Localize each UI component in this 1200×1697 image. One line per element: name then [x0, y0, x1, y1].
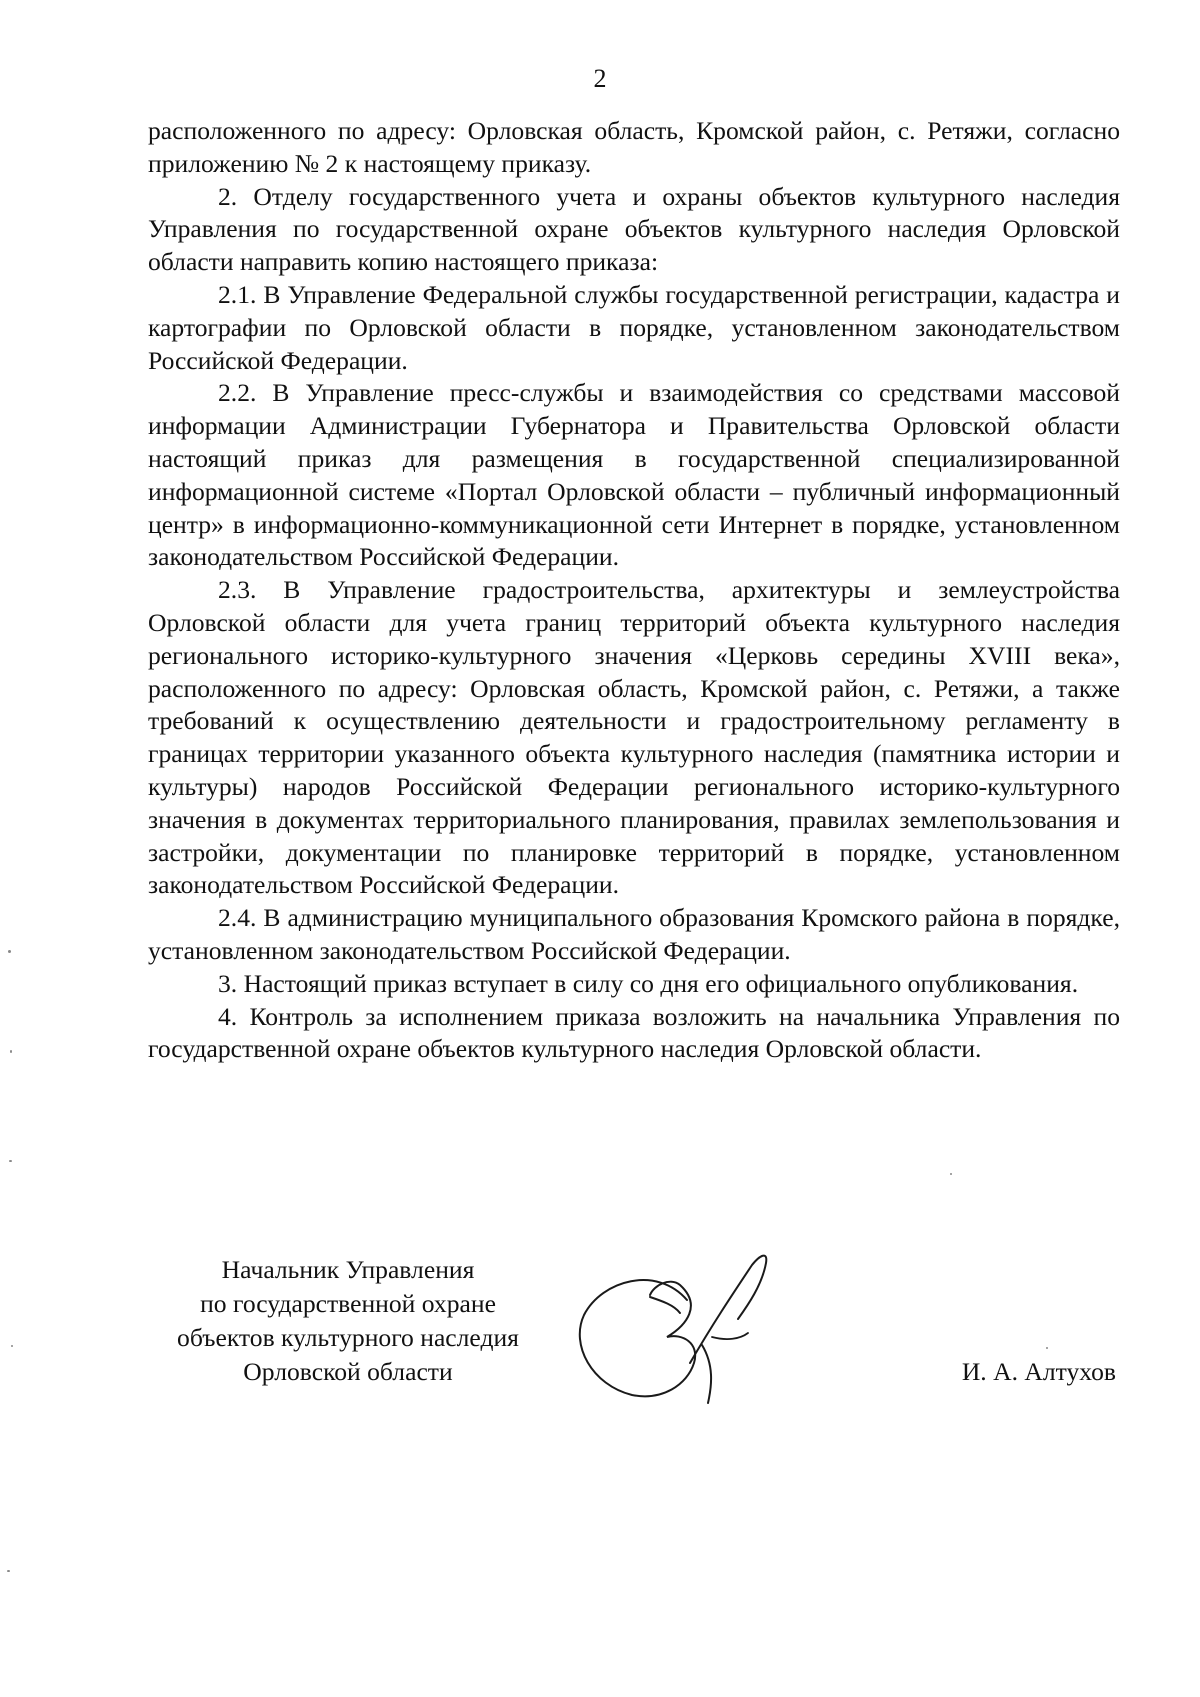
paragraph-item-4: 4. Контроль за исполнением приказа возложить на начальника Управления по государственной охране объектов культурного наследия Орловской области. [148, 1001, 1120, 1064]
signer-title-line: объектов культурного наследия [177, 1323, 519, 1352]
scan-speck [950, 1173, 952, 1175]
scan-speck [11, 1345, 13, 1347]
handwritten-signature [562, 1245, 802, 1405]
paragraph-item-2: 2. Отделу государственного учета и охраны объектов культурного наследия Управления по государственной охране объектов культурного наследия Орловской области направить копию настоящего приказа: [148, 181, 1120, 277]
document-body [148, 115, 1120, 1066]
scan-speck [10, 1050, 12, 1053]
paragraph-item-2-3: 2.3. В Управление градостроительства, архитектуры и землеустройства Орловской области для учета границ территорий объекта культурного наследия регионального историко-культурного значения «Церковь середины XVIII века», расположенного по адресу: Орловская область, Кромской район, с. Ретяжи, а также требований к осуществлению деятельности и градостроительному регламенту в границах территории указанного объекта культурного наследия (памятника истории и культуры) народов Российской Федерации регионального историко-культурного значения в документах территориального планирования, правилах землепользования и застройки, документации по планировке территорий в порядке, установленном законодательством Российской Федерации. [148, 575, 1120, 900]
paragraph-item-3: 3. Настоящий приказ вступает в силу со дня его официального опубликования. [218, 968, 1079, 998]
paragraph-item-2-2: 2.2. В Управление пресс-службы и взаимодействия со средствами массовой информации Администрации Губернатора и Правительства Орловской области настоящий приказ для размещения в государственной специализированной информационной системе «Портал Орловской области – публичный информационный центр» в информационно-коммуникационной сети Интернет в порядке, установленном законодательством Российской Федерации. [148, 378, 1120, 572]
signature-block [148, 1253, 1116, 1433]
signer-title-line: Орловской области [243, 1357, 453, 1386]
paragraph-item-2-1: 2.1. В Управление Федеральной службы государственной регистрации, кадастра и картографии по Орловской области в порядке, установленном законодательством Российской Федерации. [148, 279, 1120, 375]
paragraph-continuation: расположенного по адресу: Орловская область, Кромской район, с. Ретяжи, согласно приложению № 2 к настоящему приказу. [148, 116, 1120, 178]
page-number: 2 [593, 64, 607, 93]
signer-title-line: по государственной охране [200, 1289, 496, 1318]
scan-speck [9, 1160, 12, 1162]
signer-title-line: Начальник Управления [221, 1255, 475, 1284]
signer-name: И. А. Алтухов [961, 1357, 1116, 1386]
paragraph-item-2-4: 2.4. В администрацию муниципального образования Кромского района в порядке, установленном законодательством Российской Федерации. [148, 903, 1120, 965]
scan-speck [7, 1570, 10, 1572]
scan-speck [1046, 1347, 1048, 1349]
signer-title [148, 1253, 548, 1389]
scan-speck [8, 950, 11, 953]
